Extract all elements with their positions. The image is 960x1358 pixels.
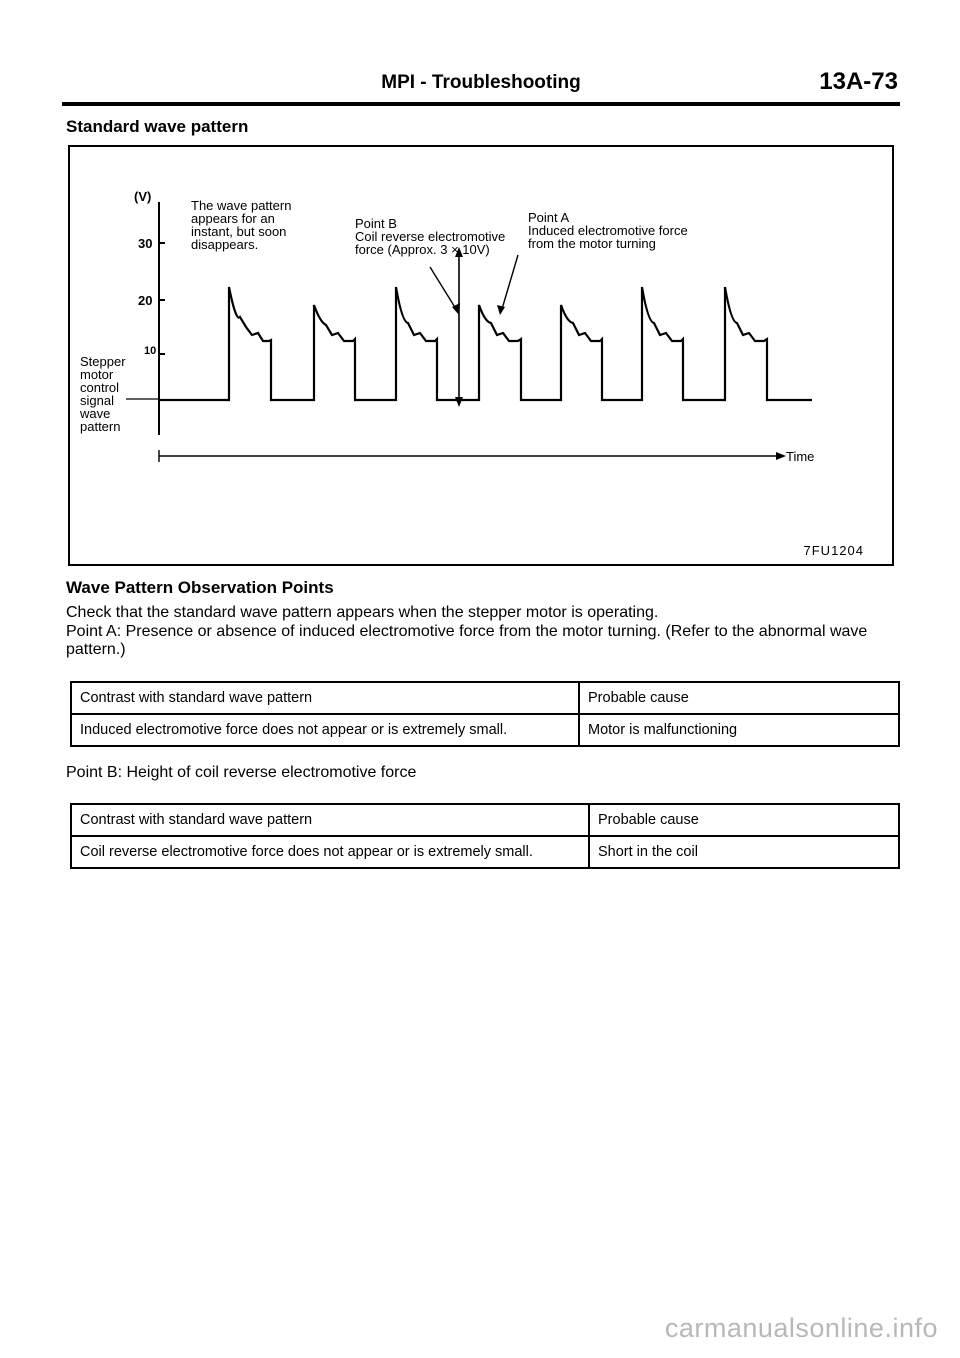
table-cell: Motor is malfunctioning	[579, 714, 899, 746]
observation-title: Wave Pattern Observation Points	[66, 578, 334, 597]
table-header-row	[71, 804, 899, 836]
time-arrowhead	[776, 452, 786, 460]
table-header-cell: Probable cause	[589, 804, 899, 836]
table-cell: Short in the coil	[589, 836, 899, 868]
wave-pattern-figure	[68, 145, 894, 566]
point-b-table	[70, 803, 900, 869]
table-header-row	[71, 682, 899, 714]
y-tick-label-30: 30	[138, 236, 153, 251]
point-b-arrowhead-down	[455, 397, 463, 407]
table-row	[71, 836, 899, 868]
point-b-annotation: Point B Coil reverse electromotive force (Approx. 3 × 10V)	[355, 216, 506, 257]
y-tick-label-20: 20	[138, 293, 153, 308]
y-unit-label: (V)	[134, 189, 152, 204]
point-a-table	[70, 681, 900, 747]
point-a-leader	[502, 255, 518, 309]
watermark: carmanualsonline.info	[664, 1313, 938, 1343]
table-header-cell: Probable cause	[579, 682, 899, 714]
table-header-cell: Contrast with standard wave pattern	[71, 804, 589, 836]
y-axis-label: Stepper motor control signal wave pattern	[80, 354, 126, 434]
point-b-label: Point B: Height of coil reverse electromotive force	[66, 764, 417, 781]
table-cell: Induced electromotive force does not appear or is extremely small.	[71, 714, 579, 746]
point-a-annotation: Point A Induced electromotive force from the motor turning	[528, 210, 688, 251]
point-a-leader-head	[497, 305, 505, 315]
header-title: MPI - Troubleshooting	[381, 72, 581, 93]
wave-annotation: The wave pattern appears for an instant, but soon disappears.	[191, 198, 292, 252]
observation-text-2: Point A: Presence or absence of induced electromotive force from the motor turning. (Refer to the abnormal wave pattern.)	[66, 623, 868, 658]
section-title: Standard wave pattern	[66, 117, 249, 136]
table-row	[71, 714, 899, 746]
figure-code: 7FU1204	[803, 543, 864, 558]
point-b-leader	[430, 267, 456, 309]
page-header	[62, 70, 900, 106]
waveform	[160, 287, 812, 400]
page-number: 13A-73	[819, 68, 898, 95]
time-axis-label: Time	[786, 449, 815, 464]
observation-text-1: Check that the standard wave pattern appears when the stepper motor is operating.	[66, 604, 659, 621]
table-cell: Coil reverse electromotive force does not appear or is extremely small.	[71, 836, 589, 868]
table-header-cell: Contrast with standard wave pattern	[71, 682, 579, 714]
y-tick-label-10: 10	[144, 345, 157, 357]
